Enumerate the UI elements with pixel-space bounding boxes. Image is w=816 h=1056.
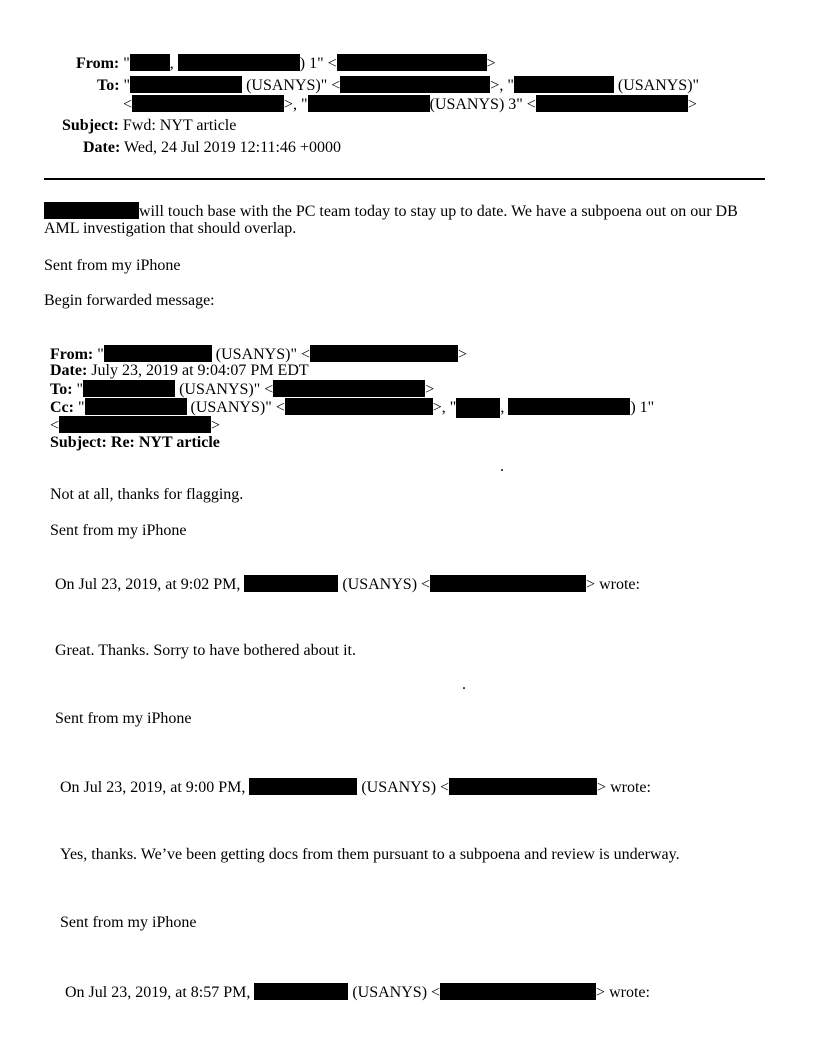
quote-header-1: On Jul 23, 2019, at 9:02 PM, (USANYS) < > wrote: <box>55 576 640 593</box>
redaction <box>456 398 500 418</box>
redaction <box>59 416 211 433</box>
date-label: Date: <box>83 139 121 156</box>
body-line-1: will touch base with the PC team today to stay up to date. We have a subpoena out on our DB <box>44 202 738 221</box>
subject-value: Fwd: NYT article <box>122 117 237 134</box>
begin-forwarded-message: Begin forwarded message: <box>44 292 215 309</box>
to-label: To: <box>97 77 120 94</box>
redaction <box>536 95 688 112</box>
redaction <box>273 380 425 397</box>
fwd-to-line: To: " (USANYS)" < > <box>50 381 435 398</box>
fwd-date-line: Date: July 23, 2019 at 9:04:07 PM EDT <box>50 362 309 379</box>
fwd-cc-line: Cc: " (USANYS)" < >, " , ) 1" <box>50 399 655 416</box>
fwd-cc-line-2: < > <box>50 417 221 434</box>
redaction <box>85 398 187 415</box>
quote-header-3: On Jul 23, 2019, at 8:57 PM, (USANYS) < > wrote: <box>65 984 650 1001</box>
stray-dot: . <box>500 458 504 475</box>
redaction <box>130 76 242 93</box>
from-label: From: <box>76 55 120 72</box>
redaction <box>340 76 490 93</box>
signature-sent-from-iphone: Sent from my iPhone <box>44 257 181 274</box>
redaction <box>83 380 175 397</box>
header-subject-line <box>62 117 236 135</box>
stray-dot: . <box>462 676 466 693</box>
redaction <box>440 983 596 1000</box>
redaction <box>132 95 284 112</box>
redaction <box>308 95 430 112</box>
header-to-line-2: < >, " (USANYS) 3" < > <box>123 96 697 113</box>
reply-1: Not at all, thanks for flagging. <box>50 486 244 503</box>
header-divider <box>44 178 765 180</box>
signature-sent-from-iphone: Sent from my iPhone <box>55 710 192 727</box>
redaction <box>337 54 487 71</box>
header-to-line: To: " (USANYS)" < >, " (USANYS)" <box>97 77 700 94</box>
body-line-2: AML investigation that should overlap. <box>44 220 297 237</box>
redaction <box>130 54 170 71</box>
quote-header-2: On Jul 23, 2019, at 9:00 PM, (USANYS) < > wrote: <box>60 779 651 796</box>
redaction <box>514 76 614 93</box>
redaction <box>244 575 338 592</box>
redaction <box>449 778 597 795</box>
redaction <box>178 54 300 71</box>
redaction <box>430 575 586 592</box>
redaction <box>44 202 139 219</box>
reply-2: Great. Thanks. Sorry to have bothered about it. <box>55 642 356 659</box>
signature-sent-from-iphone: Sent from my iPhone <box>60 914 197 931</box>
date-value: Wed, 24 Jul 2019 12:11:46 +0000 <box>124 139 341 156</box>
fwd-subject-line: Subject: Re: NYT article <box>50 434 220 451</box>
reply-3: Yes, thanks. We’ve been getting docs from them pursuant to a subpoena and review is underway. <box>60 846 680 863</box>
header-from-line: From: " , ) 1" < > <box>76 55 496 72</box>
redaction <box>310 345 458 362</box>
redaction <box>254 983 348 1000</box>
subject-label: Subject: <box>62 117 119 134</box>
fwd-from-line: From: " (USANYS)" < > <box>50 346 468 363</box>
signature-sent-from-iphone: Sent from my iPhone <box>50 522 187 539</box>
redaction <box>508 398 630 415</box>
redaction <box>285 398 433 415</box>
redaction <box>249 778 357 795</box>
header-date-line <box>83 139 341 157</box>
redaction <box>104 345 212 362</box>
